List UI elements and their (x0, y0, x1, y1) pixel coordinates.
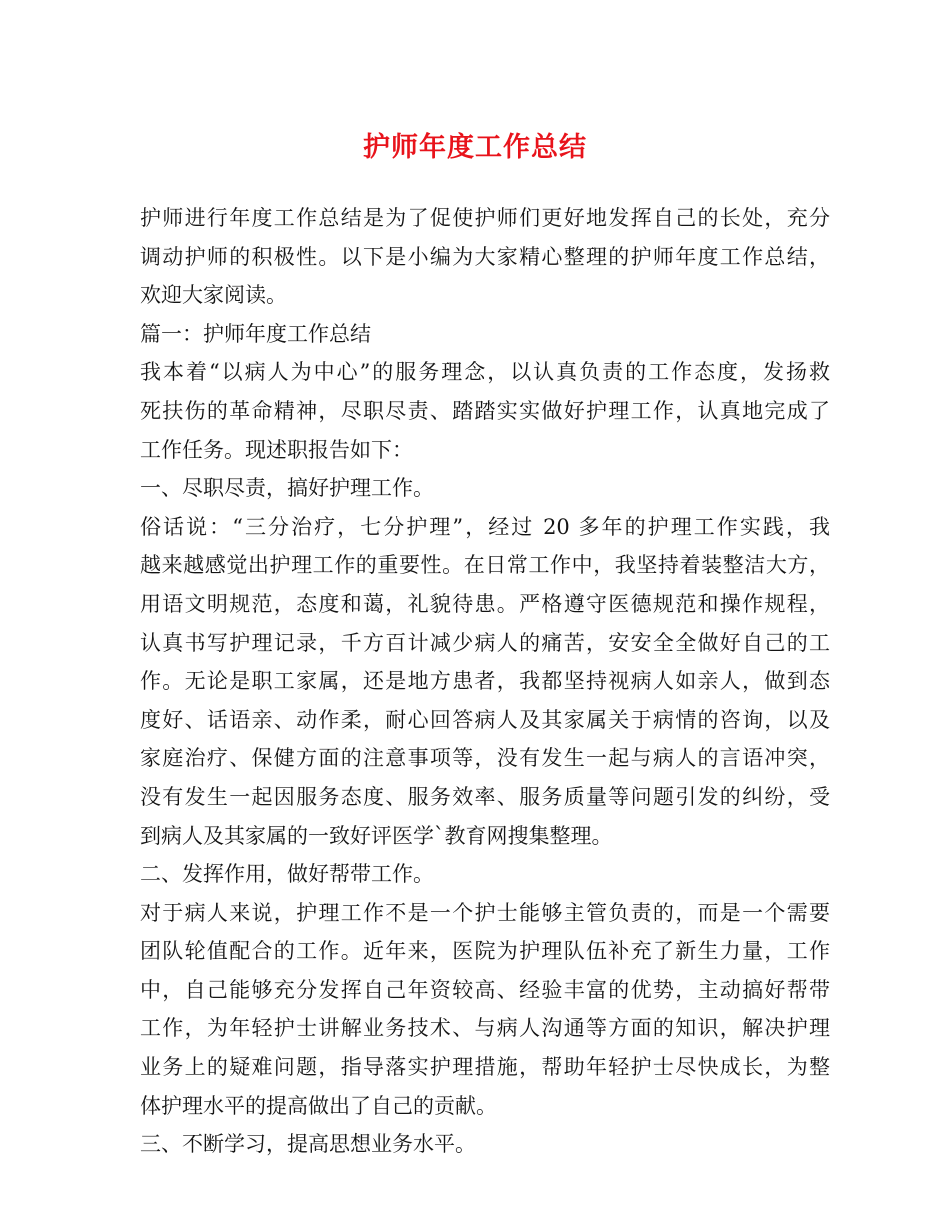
body-line: 越来越感觉出护理工作的重要性。在日常工作中，我坚持着装整洁大方， (140, 553, 830, 578)
body-line: 对于病人来说，护理工作不是一个护士能够主管负责的，而是一个需要 (140, 900, 830, 925)
body-line: 度好、话语亲、动作柔，耐心回答病人及其家属关于病情的咨询，以及 (140, 707, 830, 732)
body-line: 用语文明规范，态度和蔼，礼貌待患。严格遵守医德规范和操作规程， (140, 591, 830, 616)
body-line: 俗话说：“三分治疗，七分护理”，经过 20 多年的护理工作实践，我 (140, 514, 830, 539)
body-line: 死扶伤的革命精神，尽职尽责、踏踏实实做好护理工作，认真地完成了 (140, 398, 830, 423)
section-heading: 三、不断学习，提高思想业务水平。 (140, 1132, 476, 1157)
body-line: 工作，为年轻护士讲解业务技术、与病人沟通等方面的知识，解决护理 (140, 1016, 830, 1041)
body-line: 家庭治疗、保健方面的注意事项等，没有发生一起与病人的言语冲突， (140, 746, 830, 771)
body-line: 业务上的疑难问题，指导落实护理措施，帮助年轻护士尽快成长，为整 (140, 1055, 830, 1080)
body-line: 护师进行年度工作总结是为了促使护师们更好地发挥自己的长处，充分 (140, 206, 830, 230)
body-line: 团队轮值配合的工作。近年来，医院为护理队伍补充了新生力量，工作 (140, 939, 830, 964)
body-line: 调动护师的积极性。以下是小编为大家精心整理的护师年度工作总结， (140, 244, 830, 269)
body-line: 到病人及其家属的一致好评医学`教育网搜集整理。 (140, 823, 613, 848)
document-title: 护师年度工作总结 (363, 132, 587, 163)
body-line: 作。无论是职工家属，还是地方患者，我都坚持视病人如亲人，做到态 (140, 669, 830, 694)
body-line: 认真书写护理记录，千方百计减少病人的痛苦，安安全全做好自己的工 (140, 630, 830, 655)
body-line: 中，自己能够充分发挥自己年资较高、经验丰富的优势，主动搞好帮带 (140, 977, 830, 1002)
body-line: 欢迎大家阅读。 (140, 283, 287, 308)
section-heading: 一、尽职尽责，搞好护理工作。 (140, 476, 434, 501)
section-heading: 二、发挥作用，做好帮带工作。 (140, 862, 434, 887)
section-heading: 篇一：护师年度工作总结 (140, 321, 371, 346)
body-line: 我本着“以病人为中心”的服务理念，以认真负责的工作态度，发扬救 (140, 360, 830, 385)
body-line: 体护理水平的提高做出了自己的贡献。 (140, 1093, 497, 1118)
body-line: 工作任务。现述职报告如下： (140, 437, 413, 462)
body-line: 没有发生一起因服务态度、服务效率、服务质量等问题引发的纠纷，受 (140, 784, 830, 809)
document-body (140, 199, 830, 1164)
